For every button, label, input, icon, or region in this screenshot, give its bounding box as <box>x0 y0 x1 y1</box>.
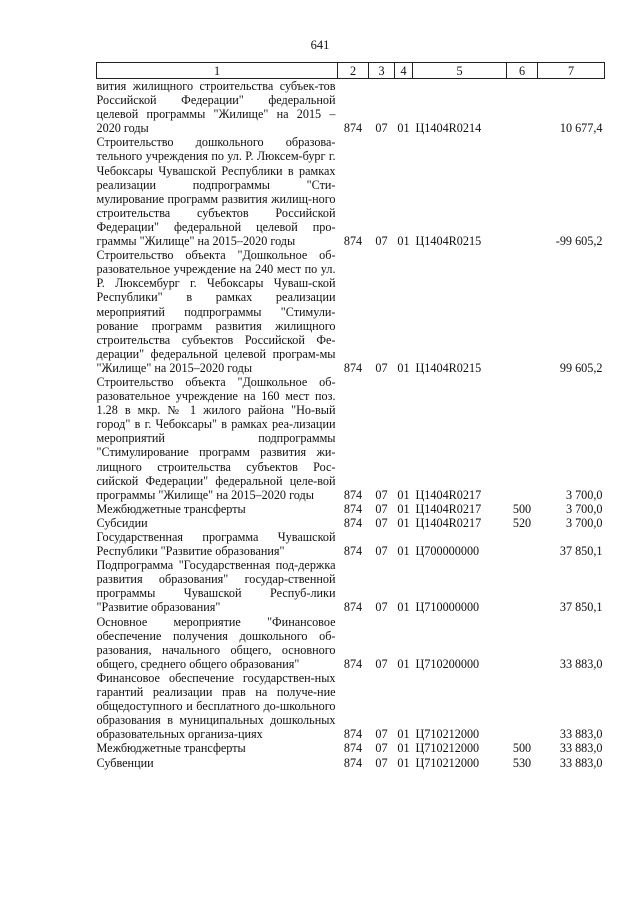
cell-c5: Ц1404R0217 <box>415 515 482 530</box>
cell-c2: 874 <box>343 755 363 770</box>
cell-c7: 33 883,0 <box>559 741 603 756</box>
table-row <box>97 79 605 136</box>
header-cell: 6 <box>507 63 538 79</box>
cell-c7: -99 605,2 <box>555 234 603 249</box>
cell-c4: 01 <box>397 727 410 742</box>
cell-c2: 874 <box>343 360 363 375</box>
cell-c3: 07 <box>375 121 388 136</box>
cell-name: Основное мероприятие "Финансовое обеспечение получения дошкольного об-разования, начального общего, основного общего, среднего общего образования" <box>96 614 336 671</box>
cell-c6 <box>507 375 538 502</box>
cell-c2: 874 <box>343 600 363 615</box>
cell-c5: Ц1404R0215 <box>415 234 482 249</box>
table-row <box>97 558 605 614</box>
table-row <box>97 530 605 558</box>
cell-name: Строительство дошкольного образова-тельного учреждения по ул. Р. Люксем-бург г. Чебоксары Чувашской Республики в рамках реализации подпрограммы "Сти-мулирование программ развития жилищ-ного строительства субъектов Российской Федерации" федеральной целевой про-граммы "Жилище" на 2015–2020 годы <box>96 135 336 249</box>
budget-table <box>96 62 605 770</box>
cell-c7: 37 850,1 <box>559 600 603 615</box>
table-row <box>97 135 605 248</box>
cell-c3: 07 <box>375 727 388 742</box>
cell-c3: 07 <box>375 234 388 249</box>
cell-c4: 01 <box>397 487 410 502</box>
cell-c3: 07 <box>375 755 388 770</box>
cell-c4: 01 <box>397 600 410 615</box>
cell-c2: 874 <box>343 544 363 559</box>
cell-name: Субсидии <box>96 515 148 530</box>
header-cell: 3 <box>369 63 395 79</box>
cell-c4: 01 <box>397 656 410 671</box>
cell-c3: 07 <box>375 656 388 671</box>
cell-name: Межбюджетные трансферты <box>96 501 246 516</box>
table-row <box>97 741 605 755</box>
table-row <box>97 615 605 671</box>
table-row <box>97 756 605 770</box>
cell-c7: 33 883,0 <box>559 755 603 770</box>
cell-c6 <box>507 558 538 614</box>
cell-c4: 01 <box>397 741 410 756</box>
cell-c5: Ц710000000 <box>415 600 480 615</box>
header-cell: 2 <box>338 63 369 79</box>
cell-c5: Ц1404R0217 <box>415 487 482 502</box>
cell-c6: 500 <box>512 741 532 756</box>
header-cell: 4 <box>395 63 413 79</box>
cell-c2: 874 <box>343 727 363 742</box>
cell-name: Финансовое обеспечение государствен-ных гарантий реализации прав на получе-ние общедоступного и бесплатного до-школьного образования в муниципальных дошкольных образовательных организа-циях <box>96 670 336 742</box>
cell-c5: Ц710212000 <box>415 741 480 756</box>
header-cell: 7 <box>538 63 605 79</box>
cell-c4: 01 <box>397 501 410 516</box>
table-row <box>97 516 605 530</box>
cell-c3: 07 <box>375 487 388 502</box>
cell-c6: 520 <box>512 515 532 530</box>
cell-c5: Ц1404R0217 <box>415 501 482 516</box>
header-cell: 1 <box>97 63 338 79</box>
cell-c5: Ц1404R0215 <box>415 360 482 375</box>
table-row <box>97 502 605 516</box>
cell-c7: 3 700,0 <box>565 515 603 530</box>
table-row <box>97 671 605 741</box>
cell-c6 <box>507 79 538 136</box>
cell-c4: 01 <box>397 234 410 249</box>
cell-name: Государственная программа Чувашской Республики "Развитие образования" <box>96 530 336 559</box>
cell-c6 <box>507 671 538 741</box>
header-row <box>97 63 605 79</box>
cell-c6: 500 <box>512 501 532 516</box>
cell-c6 <box>507 135 538 248</box>
cell-c5: Ц1404R0214 <box>415 121 482 136</box>
cell-c2: 874 <box>343 501 363 516</box>
cell-c7: 10 677,4 <box>559 121 603 136</box>
cell-c6 <box>507 530 538 558</box>
cell-c7: 33 883,0 <box>559 656 603 671</box>
cell-c3: 07 <box>375 501 388 516</box>
table-row <box>97 375 605 502</box>
page-number: 641 <box>310 38 330 52</box>
cell-c2: 874 <box>343 121 363 136</box>
cell-c4: 01 <box>397 755 410 770</box>
cell-c3: 07 <box>375 600 388 615</box>
cell-c2: 874 <box>343 234 363 249</box>
cell-name: Строительство объекта "Дошкольное об-разовательное учреждение на 240 мест по ул. Р. Люксембург г. Чебоксары Чуваш-ской Республики" в рамках реализации мероприятий подпрограммы "Стимули-рование программ развития жилищного строительства субъектов Российской Фе-дерации" федеральной целевой програм-мы "Жилище" на 2015–2020 годы <box>96 248 336 375</box>
cell-c6 <box>507 615 538 671</box>
cell-c6 <box>507 248 538 375</box>
cell-c2: 874 <box>343 741 363 756</box>
cell-name: Строительство объекта "Дошкольное об-разовательное учреждение на 160 мест поз. 1.28 в мкр. № 1 жилого района "Но-вый город" в г. Чебоксары" в рамках реа-лизации мероприятий подпрограммы "Стимулирование программ развития жи-лищного строительства субъектов Рос-сийской Федерации" федеральной целе-вой программы "Жилище" на 2015–2020 годы <box>96 374 336 502</box>
cell-c3: 07 <box>375 360 388 375</box>
cell-c4: 01 <box>397 121 410 136</box>
cell-c7: 33 883,0 <box>559 727 603 742</box>
cell-c7: 99 605,2 <box>559 360 603 375</box>
cell-c7: 3 700,0 <box>565 501 603 516</box>
cell-name: Субвенции <box>96 755 154 770</box>
cell-c2: 874 <box>343 656 363 671</box>
cell-c4: 01 <box>397 515 410 530</box>
table-row <box>97 248 605 375</box>
cell-c4: 01 <box>397 360 410 375</box>
cell-c6: 530 <box>512 755 532 770</box>
cell-c3: 07 <box>375 741 388 756</box>
header-cell: 5 <box>413 63 507 79</box>
cell-c5: Ц710212000 <box>415 755 480 770</box>
cell-name: вития жилищного строительства субъек-тов Российской Федерации" федеральной целевой программы "Жилище" на 2015 – 2020 годы <box>96 79 336 136</box>
cell-c5: Ц700000000 <box>415 544 480 559</box>
cell-name: Подпрограмма "Государственная под-держка развития образования" государ-ственной программы Чувашской Респуб-лики "Развитие образования" <box>96 558 336 615</box>
cell-c7: 37 850,1 <box>559 544 603 559</box>
cell-c3: 07 <box>375 544 388 559</box>
cell-c7: 3 700,0 <box>565 487 603 502</box>
cell-c2: 874 <box>343 487 363 502</box>
cell-c4: 01 <box>397 544 410 559</box>
cell-c2: 874 <box>343 515 363 530</box>
cell-c5: Ц710200000 <box>415 656 480 671</box>
cell-c3: 07 <box>375 515 388 530</box>
cell-name: Межбюджетные трансферты <box>96 741 246 756</box>
cell-c5: Ц710212000 <box>415 727 480 742</box>
